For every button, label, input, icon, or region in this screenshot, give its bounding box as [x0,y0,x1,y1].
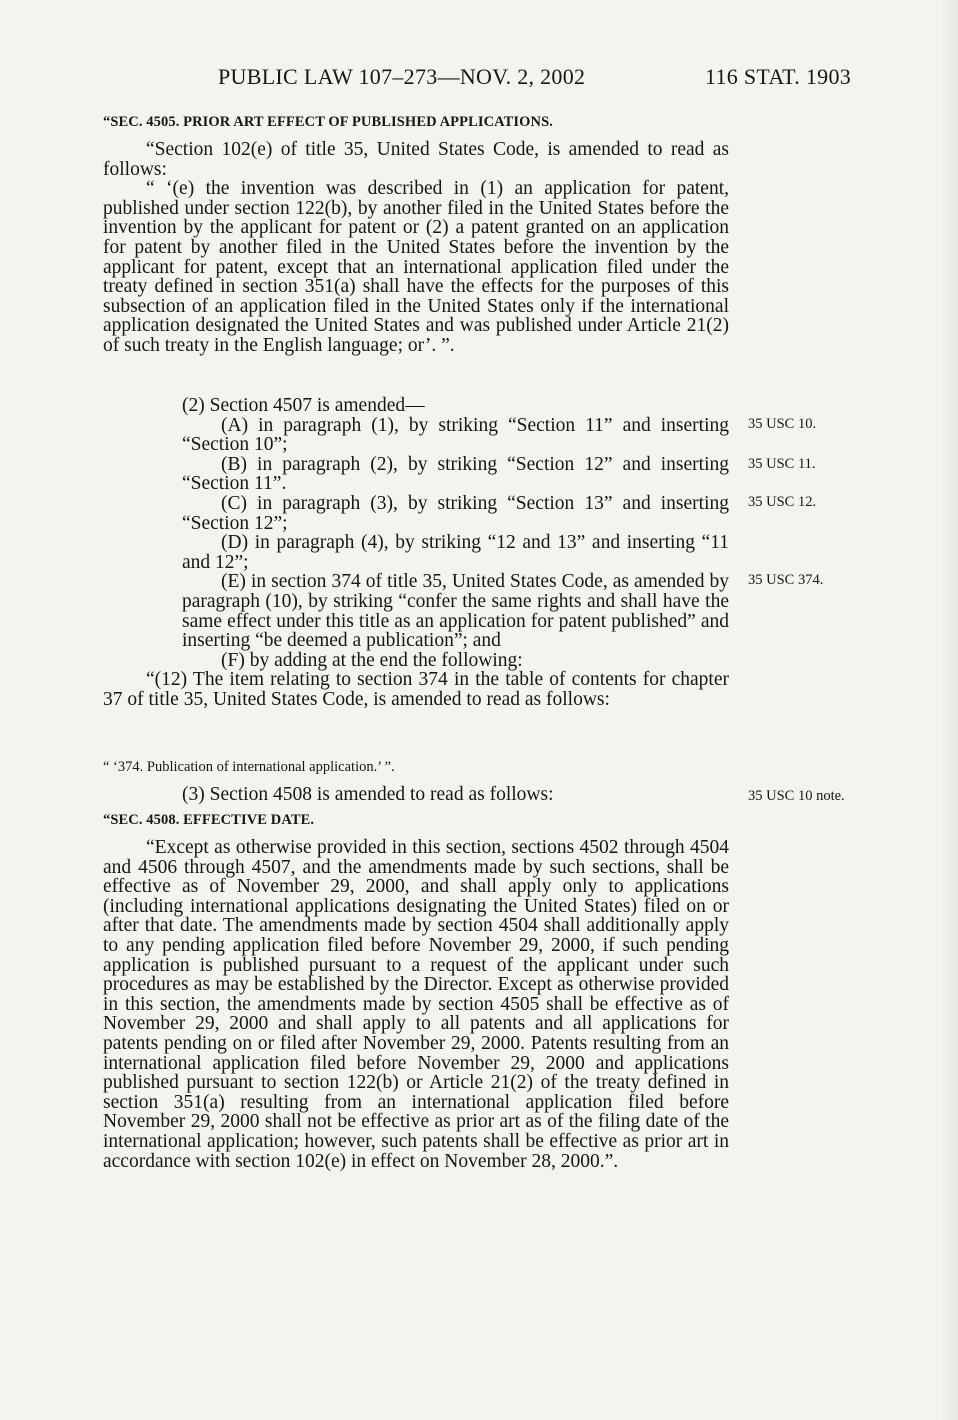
section-4505-quoted-text: “ ‘(e) the invention was described in (1) an application for patent, published under section 122(b), by another filed in the United States before the invention by the applicant for patent or (2) a patent granted on an application for patent by another filed in the United States before the invention by the applicant for patent, except that an international application filed under the treaty defined in section 351(a) shall have the effects for the purposes of this subsection of an application filed in the United States only if the international application designated the United States and was published under Article 21(2) of such treaty in the English language; or’. ”. [103,178,729,356]
running-header-title: PUBLIC LAW 107–273—NOV. 2, 2002 [218,64,586,89]
margin-note-e: 35 USC 374. [748,572,824,588]
paragraph-2-item-d: (D) in paragraph (4), by striking “12 and 13” and inserting “11 and 12”; [182,532,729,573]
paragraph-2-item-b: (B) in paragraph (2), by striking “Section 12” and inserting “Section 11”. [182,453,729,495]
page-edge-shadow [940,0,958,1420]
margin-note-c: 35 USC 12. [748,494,817,510]
margin-note-a: 35 USC 10. [748,416,817,432]
section-4508-heading: “SEC. 4508. EFFECTIVE DATE. [103,812,315,828]
section-4505-heading: “SEC. 4505. PRIOR ART EFFECT OF PUBLISHED APPLICATIONS. [103,114,554,130]
paragraph-2-item-e: (E) in section 374 of title 35, United States Code, as amended by paragraph (10), by striking “confer the same rights and shall have the same effect under this title as an application for patent published” and inserting “be deemed a publication”; and [182,571,729,652]
margin-note-b: 35 USC 11. [748,456,816,472]
section-4505-intro: “Section 102(e) of title 35, United States Code, is amended to read as follows: [103,139,729,180]
section-4508-body [103,838,729,1171]
margin-note-paragraph-3: 35 USC 10 note. [748,788,845,804]
paragraph-2-lead: (2) Section 4507 is amended— [182,395,425,416]
table-of-contents-line: “ ‘374. Publication of international application.’ ”. [103,759,395,775]
paragraph-2-item-a: (A) in paragraph (1), by striking “Section 11” and inserting “Section 10”; [182,414,729,456]
paragraph-2-item-c: (C) in paragraph (3), by striking “Section 13” and inserting “Section 12”; [182,492,729,534]
paragraph-2-item-12: “(12) The item relating to section 374 in the table of contents for chapter 37 of title 35, United States Code, is amended to read as follows: [103,669,729,710]
section-4505-body [103,140,729,356]
paragraph-2-item-f: (F) by adding at the end the following: [221,649,523,671]
paragraph-2 [103,396,729,710]
section-4508-text: “Except as otherwise provided in this section, sections 4502 through 4504 and 4506 through 4507, and the amendments made by such sections, shall be effective as of November 29, 2000, and shall apply only to applications (including international applications designating the United States) filed on or after that date. The amendments made by section 4504 shall additionally apply to any pending application filed before November 29, 2000, if such pending application is published pursuant to a request of the applicant under such procedures as may be established by the Director. Except as otherwise provided in this section, the amendments made by section 4505 shall be effective as of November 29, 2000 and shall apply to all patents and all applications for patents pending on or filed after November 29, 2000. Patents resulting from an international application filed before November 29, 2000 and applications published pursuant to section 122(b) or Article 21(2) of the treaty defined in section 351(a) resulting from an international application filed before November 29, 2000 shall not be effective as prior art as of the filing date of the international application; however, such patents shall be effective as prior art in accordance with section 102(e) in effect on November 28, 2000.”. [103,837,729,1172]
running-header-page: 116 STAT. 1903 [705,64,852,89]
paragraph-3: (3) Section 4508 is amended to read as follows: [182,784,554,805]
